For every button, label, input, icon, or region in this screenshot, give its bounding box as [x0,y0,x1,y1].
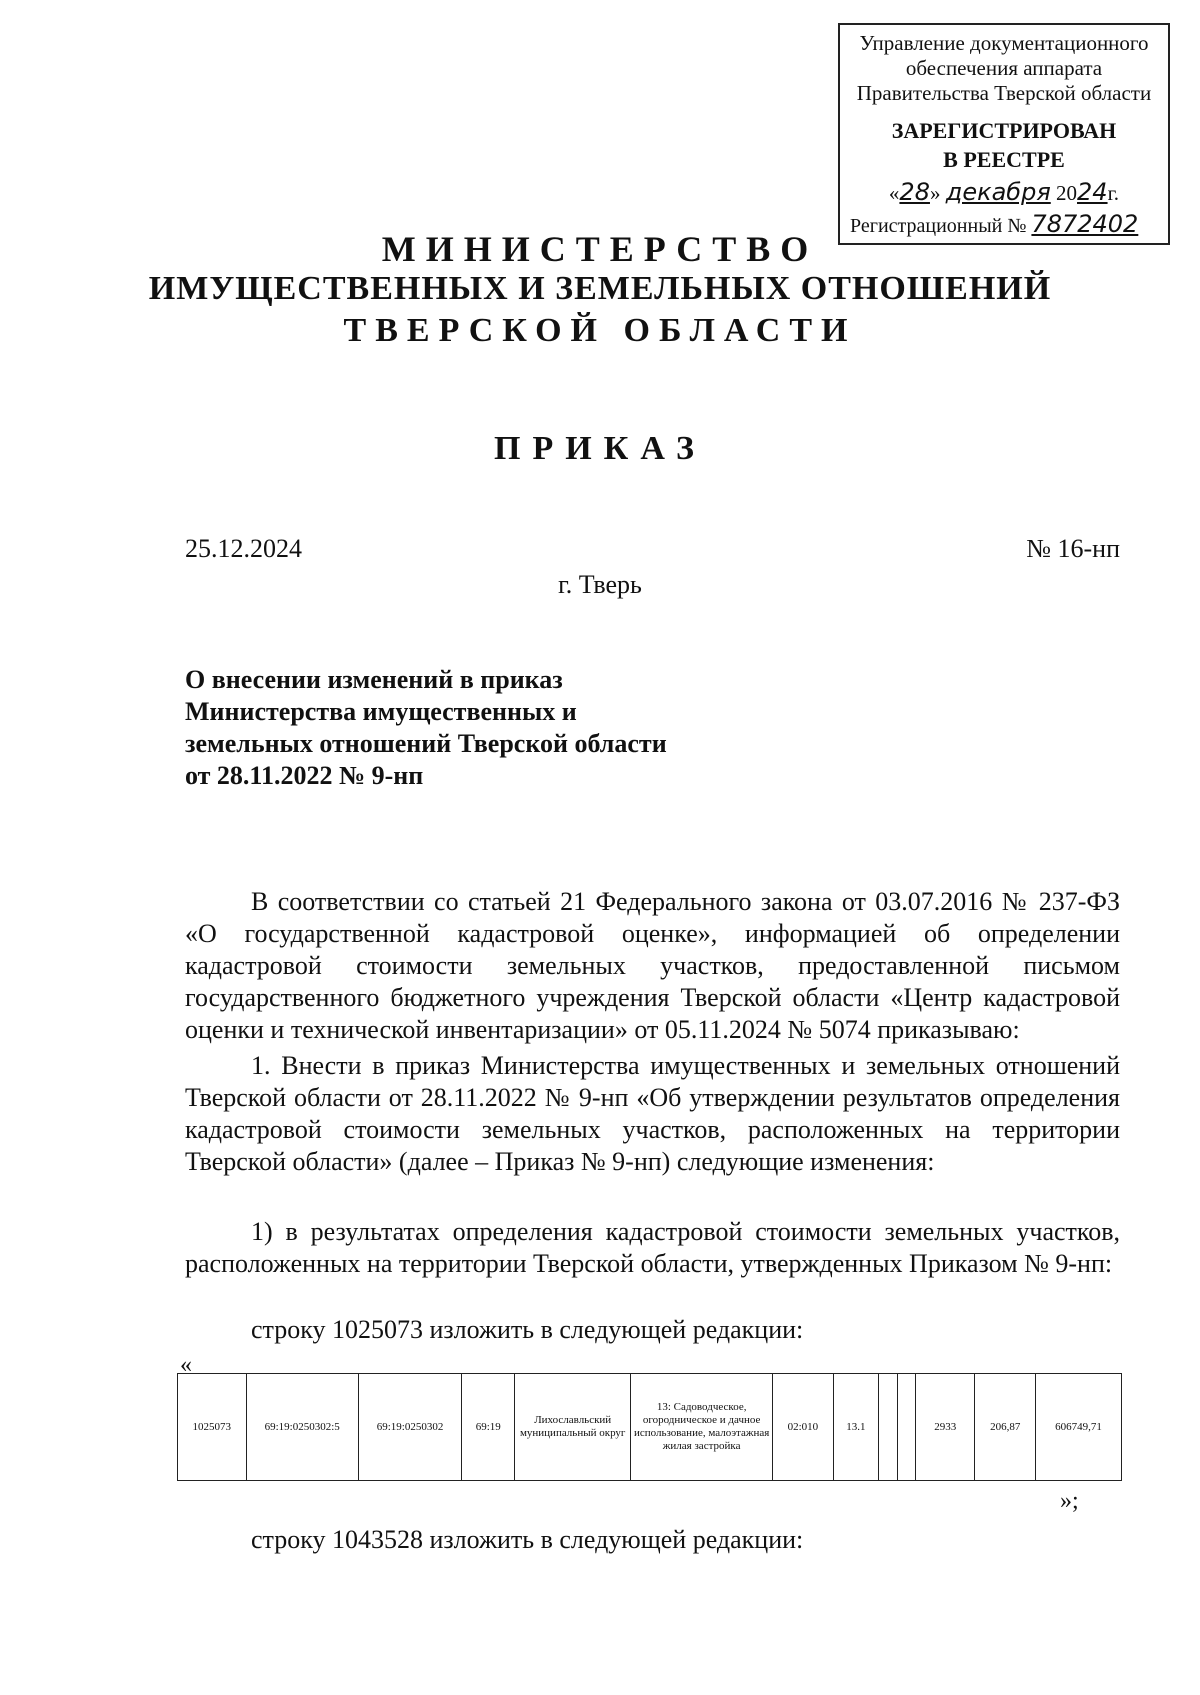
table-cell: 69:19 [462,1374,515,1481]
ministry-subtitle: ИМУЩЕСТВЕННЫХ И ЗЕМЕЛЬНЫХ ОТНОШЕНИЙ [148,270,1052,307]
table-cell: 69:19:0250302 [358,1374,461,1481]
table-cell: 13.1 [833,1374,878,1481]
stamp-year-end: г. [1107,181,1120,205]
stamp-registered-line-1: ЗАРЕГИСТРИРОВАН [891,118,1117,143]
table-cell: 206,87 [975,1374,1036,1481]
stamp-reg-value: 7872402 [1031,210,1139,238]
quote-close: »; [1060,1488,1079,1514]
table-cell: 1025073 [178,1374,247,1481]
stamp-year-prefix: 20 [1056,181,1078,205]
table-cell: 13: Садоводческое, огородническое и дачное использование, малоэтажная жилая застройка [631,1374,773,1481]
paragraph-row-1043528: строку 1043528 изложить в следующей редакции: [251,1525,804,1554]
stamp-reg-label: Регистрационный № [850,215,1027,237]
table-cell [897,1374,916,1481]
table-cell: 69:19:0250302:5 [246,1374,358,1481]
stamp-line-3: Правительства Тверской области [856,81,1152,105]
stamp-line-1: Управление документационного [859,31,1149,55]
table-cell: 2933 [916,1374,975,1481]
table-cell [878,1374,897,1481]
registration-stamp [838,23,1170,245]
stamp-month: декабря [945,178,1051,206]
stamp-date: «28» декабря 2024г. [888,178,1120,206]
cadastral-table [177,1373,1122,1481]
quote-open: « [180,1352,192,1378]
paragraph-item-1: 1. Внести в приказ Министерства имущественных и земельных отношений Тверской области от 28.11.2022 № 9-нп «Об утверждении результатов определения кадастровой стоимости земельных участков, расположенных на территории Тверской области» (далее – Приказ № 9-нп) следующие изменения: [185,1051,1120,1176]
table-cell: 606749,71 [1035,1374,1121,1481]
stamp-line-2: обеспечения аппарата [905,56,1103,80]
stamp-year-suffix: 24 [1077,178,1108,206]
paragraph-subitem-1: 1) в результатах определения кадастровой стоимости земельных участков, расположенных на территории Тверской области, утвержденных Приказом № 9-нп: [185,1217,1120,1278]
paragraph-row-1025073: строку 1025073 изложить в следующей редакции: [251,1315,804,1344]
document-date: 25.12.2024 [185,534,302,563]
ministry-region: ТВЕРСКОЙ ОБЛАСТИ [343,312,857,349]
stamp-day: 28 [899,178,930,206]
document-type: ПРИКАЗ [494,430,706,467]
stamp-registered-line-2: В РЕЕСТРЕ [943,147,1065,172]
stamp-registered [840,116,1168,174]
table-row [178,1374,1122,1481]
ministry-title: МИНИСТЕРСТВО [381,229,819,269]
table-cell: 02:010 [773,1374,834,1481]
document-city: г. Тверь [558,570,642,599]
paragraph-preamble: В соответствии со статьей 21 Федерального закона от 03.07.2016 № 237-ФЗ «О государственной кадастровой оценке», информацией об определении кадастровой стоимости земельных участков, предоставленной письмом государственного бюджетного учреждения Тверской области «Центр кадастровой оценки и технической инвентаризации» от 05.11.2024 № 5074 приказываю: [185,887,1120,1044]
document-subject: О внесении изменений в приказ Министерства имущественных и земельных отношений Тверской области от 28.11.2022 № 9-нп [185,665,667,790]
table-cell: Лихославльский муниципальный округ [515,1374,631,1481]
document-number: № 16-нп [1026,534,1120,563]
